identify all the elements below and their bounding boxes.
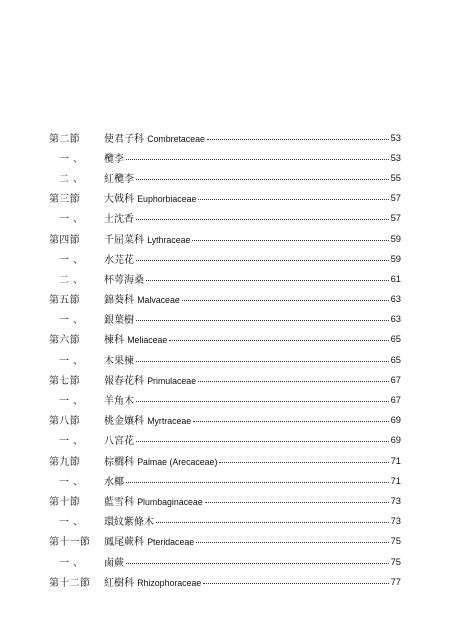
entry-title-chinese: 紅欖李 [104,173,134,185]
entry-title-chinese: 桃金孃科 [104,416,144,428]
entry-title-chinese: 千屈菜科 [104,234,144,246]
dot-leader [136,260,389,261]
dot-leader [126,563,389,564]
item-number: 一、 [59,355,87,367]
page-number: 55 [390,171,401,183]
page-number: 75 [390,535,401,547]
section-number: 第四節 [49,234,80,246]
entry-title [102,130,205,145]
toc-item-row[interactable] [49,167,401,187]
entry-title-chinese: 鹵蕨 [104,557,124,569]
entry-title [102,453,217,468]
toc-section-row[interactable] [49,329,401,349]
toc-section-row[interactable] [49,369,401,389]
entry-title [102,271,144,286]
item-number: 一、 [59,517,87,529]
entry-title-latin: Lythraceae [147,234,191,245]
page-number: 73 [390,494,401,506]
entry-title-latin: Pteridaceae [147,537,195,548]
section-number: 第五節 [49,295,80,307]
entry-title-chinese: 銀葉樹 [104,315,134,327]
entry-title-latin: Palmae (Arecaceae) [137,456,218,467]
entry-title [102,554,124,569]
item-number: 二、 [59,274,87,286]
toc-item-row[interactable] [49,248,401,268]
entry-title-latin: Combretaceae [147,133,205,144]
toc-item-row[interactable] [49,268,401,288]
toc-section-row[interactable] [49,450,401,470]
item-number: 一、 [59,476,87,488]
item-number: 一、 [59,214,87,226]
toc-item-row[interactable] [49,511,401,531]
page-number: 69 [390,414,401,426]
item-number: 一、 [59,254,87,266]
entry-title [102,331,167,346]
entry-title [102,473,124,488]
toc-item-row[interactable] [49,551,401,571]
toc-item-row[interactable] [49,147,401,167]
dot-leader [136,361,389,362]
dot-leader [146,280,389,281]
dot-leader [192,240,388,241]
toc-section-row[interactable] [49,490,401,510]
section-number: 第三節 [49,194,80,206]
page-number: 71 [390,474,401,486]
page-number: 77 [390,575,401,587]
entry-title-chinese: 使君子科 [104,133,144,145]
dot-leader [198,199,388,200]
dot-leader [196,542,388,543]
section-number: 第十一節 [49,537,91,549]
entry-title-chinese: 報春花科 [104,375,144,387]
entry-title-chinese: 紅樹科 [104,577,134,589]
item-number: 一、 [59,436,87,448]
entry-title [102,251,134,266]
entry-title-chinese: 木果楝 [104,355,134,367]
entry-title-chinese: 土沈香 [104,214,134,226]
toc-section-row[interactable] [49,289,401,309]
toc-section-row[interactable] [49,228,401,248]
item-number: 一、 [59,153,87,165]
section-number: 第二節 [49,133,80,145]
page-number: 53 [390,131,401,143]
entry-title-chinese: 楝科 [104,335,124,347]
entry-title [102,574,201,589]
entry-title-chinese: 環紋紫條木 [104,517,154,529]
section-number: 第十二節 [49,577,91,589]
entry-title-chinese: 棕櫚科 [104,456,134,468]
dot-leader [136,320,389,321]
toc-item-row[interactable] [49,349,401,369]
entry-title-chinese: 水椰 [104,476,124,488]
page-number: 69 [390,434,401,446]
dot-leader [136,179,389,180]
toc-section-row[interactable] [49,531,401,551]
entry-title [102,231,190,246]
entry-title-latin: Myrtraceae [147,416,192,427]
section-number: 第八節 [49,416,80,428]
dot-leader [156,522,389,523]
item-number: 一、 [59,396,87,408]
dot-leader [203,583,388,584]
entry-title [102,352,134,367]
entry-title [102,372,196,387]
entry-title-chinese: 藍雪科 [104,496,134,508]
entry-title-latin: Meliaceae [127,335,168,346]
entry-title [102,291,180,306]
entry-title [102,190,196,205]
dot-leader [126,159,389,160]
toc-item-row[interactable] [49,309,401,329]
entry-title-latin: Euphorbiaceae [137,194,197,205]
table-of-contents [49,127,401,591]
page-number: 63 [390,293,401,305]
page-number: 73 [390,515,401,527]
toc-section-row[interactable] [49,127,401,147]
entry-title-latin: Rhizophoraceae [137,577,202,588]
dot-leader [136,219,389,220]
page-number: 67 [390,394,401,406]
item-number: 一、 [59,315,87,327]
entry-title [102,533,194,548]
dot-leader [126,482,389,483]
dot-leader [205,502,389,503]
entry-title [102,150,124,165]
entry-title-latin: Malvaceae [137,295,180,306]
entry-title-chinese: 羊角木 [104,396,134,408]
page-number: 61 [390,272,401,284]
entry-title-chinese: 水芫花 [104,254,134,266]
dot-leader [207,139,389,140]
page-number: 57 [390,192,401,204]
entry-title [102,170,134,185]
item-number: 二、 [59,173,87,185]
dot-leader [136,441,389,442]
toc-item-row[interactable] [49,208,401,228]
entry-title-chinese: 大戟科 [104,194,134,206]
entry-title-latin: Plumbaginaceae [137,496,203,507]
entry-title [102,412,191,427]
page-number: 65 [390,353,401,365]
page-number: 59 [390,252,401,264]
entry-title [102,493,203,508]
page-number: 65 [390,333,401,345]
toc-item-row[interactable] [49,470,401,490]
page-number: 75 [390,555,401,567]
entry-title [102,432,134,447]
dot-leader [219,462,388,463]
toc-section-row[interactable] [49,188,401,208]
dot-leader [169,340,388,341]
dot-leader [182,300,389,301]
item-number: 一、 [59,557,87,569]
entry-title-latin: Primulaceae [147,375,197,386]
section-number: 第十節 [49,496,80,508]
page-number: 59 [390,232,401,244]
page-number: 57 [390,212,401,224]
dot-leader [198,381,388,382]
toc-section-row[interactable] [49,410,401,430]
toc-item-row[interactable] [49,389,401,409]
entry-title [102,311,134,326]
entry-title-chinese: 杯萼海桑 [104,274,144,286]
entry-title-chinese: 錦葵科 [104,295,134,307]
section-number: 第六節 [49,335,80,347]
section-number: 第七節 [49,375,80,387]
page-number: 63 [390,313,401,325]
page-number: 53 [390,151,401,163]
entry-title [102,392,134,407]
entry-title [102,513,154,528]
entry-title-chinese: 鳳尾蕨科 [104,537,144,549]
toc-item-row[interactable] [49,430,401,450]
entry-title-chinese: 八宮花 [104,436,134,448]
toc-section-row[interactable] [49,571,401,591]
dot-leader [136,401,389,402]
page-number: 67 [390,373,401,385]
entry-title [102,210,134,225]
entry-title-chinese: 欖李 [104,153,124,165]
page-number: 71 [390,454,401,466]
dot-leader [193,421,388,422]
section-number: 第九節 [49,456,80,468]
